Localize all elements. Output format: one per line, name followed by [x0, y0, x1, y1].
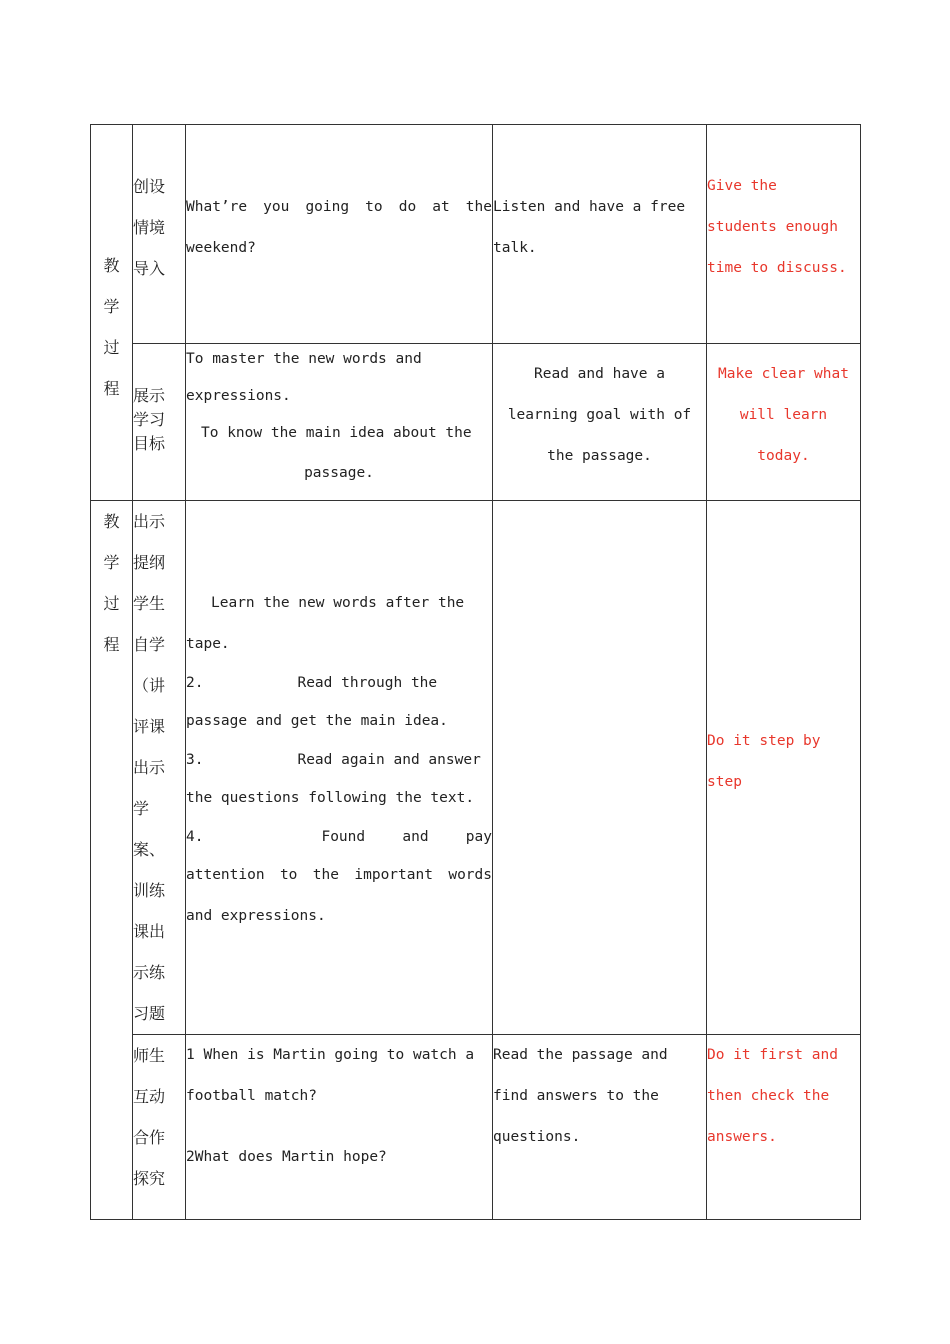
phase-label: 学 [103, 297, 120, 316]
content-text: passage and get the main idea. [186, 713, 448, 729]
step-cell [133, 125, 186, 344]
purpose-text: then check the [707, 1088, 830, 1104]
phase-cell-2 [91, 501, 133, 1220]
purpose-text: students enough [707, 219, 838, 235]
step-cell [133, 344, 186, 501]
activity-text: talk. [493, 240, 537, 256]
purpose-text: Make clear what [718, 366, 849, 382]
step-label: 创设 [133, 177, 166, 196]
table-row [91, 1035, 861, 1220]
purpose-text: step [707, 774, 742, 790]
content-text: Read through the [297, 675, 438, 691]
table-row [91, 125, 861, 344]
content-text: 1 When is Martin going to watch a [186, 1047, 475, 1063]
purpose-text: time to discuss. [707, 260, 847, 276]
activity-text: find answers to the [493, 1088, 659, 1104]
step-label: 情境 [133, 218, 166, 237]
phase-label: 过 [103, 594, 120, 613]
phase-label: 学 [103, 553, 120, 572]
table-row [91, 501, 861, 1035]
step-cell [133, 501, 186, 1035]
content-cell [186, 125, 493, 344]
content-text: To know the main idea about the [201, 425, 472, 441]
table-row [91, 344, 861, 501]
step-label: 案、 [133, 840, 166, 859]
content-text: What’re you going to do at the [186, 199, 492, 215]
phase-label: 程 [103, 379, 120, 398]
step-label: 课出 [133, 922, 166, 941]
activity-cell [493, 125, 707, 344]
activity-text: questions. [493, 1129, 581, 1145]
purpose-cell [707, 125, 861, 344]
content-text: weekend? [186, 240, 256, 256]
activity-text: the passage. [547, 448, 652, 464]
content-text: Found and pay [321, 829, 492, 845]
content-text: To master the new words and [186, 351, 422, 367]
step-label: 导入 [133, 259, 166, 278]
content-text: 2. [186, 675, 204, 691]
content-text: 2What does Martin hope? [186, 1149, 387, 1165]
content-cell [186, 344, 493, 501]
phase-cell-1 [91, 125, 133, 501]
step-label: 目标 [133, 434, 166, 453]
step-label: 自学 [133, 635, 166, 654]
content-text: 3. [186, 752, 204, 768]
step-label: 师生 [133, 1046, 166, 1065]
content-text: expressions. [186, 388, 291, 404]
step-label: 探究 [133, 1169, 166, 1188]
activity-text: learning goal with of [507, 407, 692, 423]
content-text: Learn the new words after the [211, 595, 465, 611]
phase-label: 教 [103, 256, 120, 275]
content-text: Read again and answer [297, 752, 481, 768]
activity-text: Read and have a [534, 366, 665, 382]
content-text: passage. [304, 465, 374, 481]
purpose-text: Do it first and [707, 1047, 838, 1063]
content-text: attention to the important words [186, 867, 492, 883]
purpose-cell [707, 501, 861, 1035]
activity-cell [493, 344, 707, 501]
content-text: the questions following the text. [186, 790, 475, 806]
step-label: 训练 [133, 881, 166, 900]
phase-label: 过 [103, 338, 120, 357]
content-text: football match? [186, 1088, 317, 1104]
step-label: 示练 [133, 963, 166, 982]
activity-text: Listen and have a free [493, 199, 686, 215]
step-label: 出示 [133, 512, 166, 531]
step-label: 学 [133, 799, 150, 818]
purpose-text: will learn [739, 407, 828, 423]
purpose-text: Give the [707, 178, 777, 194]
step-label: 学生 [133, 594, 166, 613]
purpose-cell [707, 1035, 861, 1220]
step-label: 提纲 [133, 553, 166, 572]
purpose-text: today. [757, 448, 810, 464]
phase-label: 程 [103, 635, 120, 654]
step-label: 习题 [133, 1004, 166, 1023]
purpose-text: answers. [707, 1129, 777, 1145]
activity-cell [493, 1035, 707, 1220]
activity-cell [493, 501, 707, 1035]
phase-label: 教 [103, 512, 120, 531]
step-label: 出示 [133, 758, 166, 777]
lesson-plan-table [90, 124, 861, 1220]
purpose-text: Do it step by [707, 733, 821, 749]
step-label: 互动 [133, 1087, 166, 1106]
step-cell [133, 1035, 186, 1220]
content-text: tape. [186, 636, 230, 652]
content-cell [186, 501, 493, 1035]
content-cell [186, 1035, 493, 1220]
content-text: and expressions. [186, 908, 326, 924]
activity-text: Read the passage and [493, 1047, 668, 1063]
step-label: 评课 [133, 717, 166, 736]
step-label: 合作 [133, 1128, 166, 1147]
step-label: （讲 [133, 676, 166, 695]
purpose-cell [707, 344, 861, 501]
step-label: 展示 [133, 386, 166, 405]
content-text: 4. [186, 829, 204, 845]
step-label: 学习 [133, 410, 166, 429]
